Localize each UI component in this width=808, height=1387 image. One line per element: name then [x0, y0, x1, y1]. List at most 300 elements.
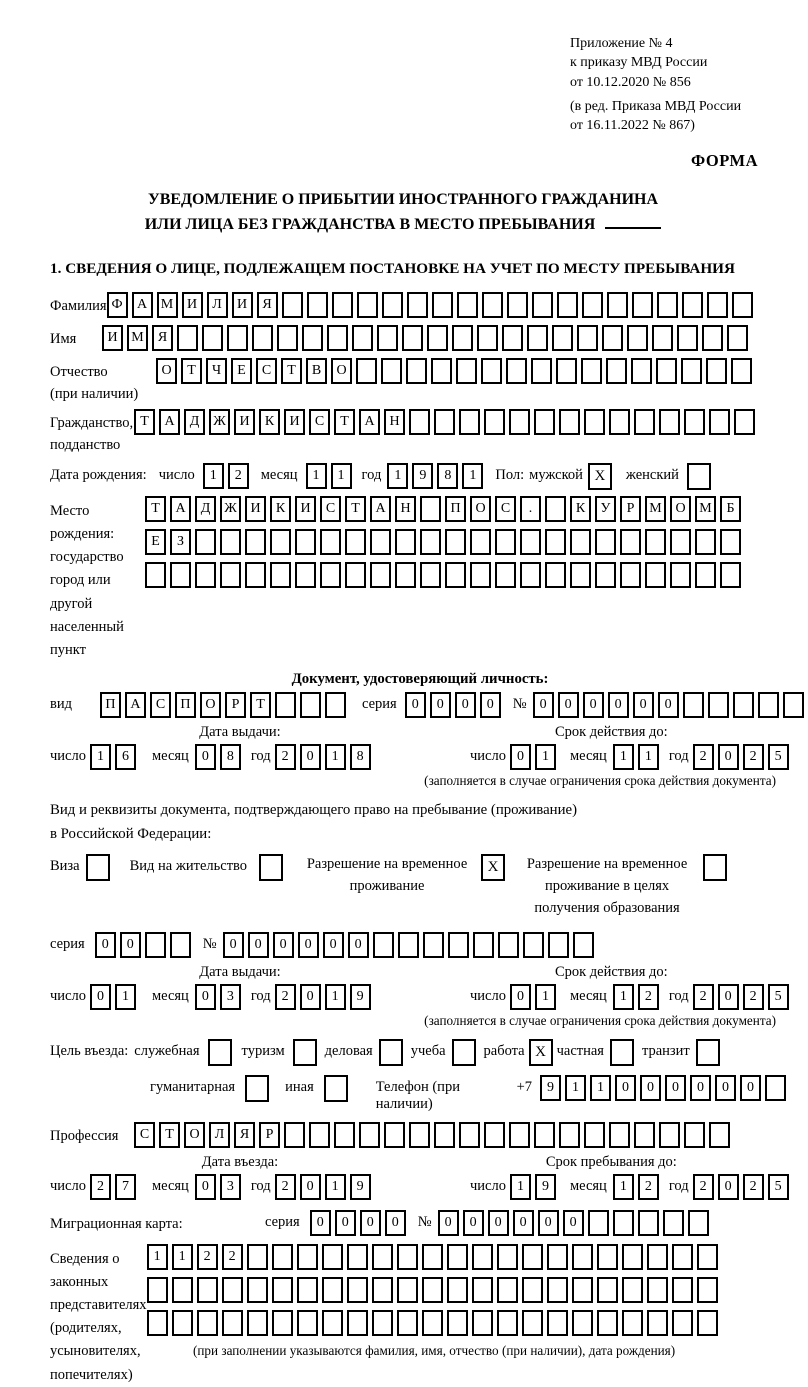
char-cell[interactable]: И — [295, 496, 316, 522]
char-cell[interactable]: И — [245, 496, 266, 522]
char-cell[interactable] — [683, 692, 704, 718]
char-cell[interactable] — [334, 1122, 355, 1148]
char-cell[interactable]: И — [232, 292, 253, 318]
char-cell[interactable] — [709, 1122, 730, 1148]
char-cell[interactable] — [622, 1310, 643, 1336]
char-cell[interactable] — [609, 409, 630, 435]
char-cell[interactable]: 0 — [223, 932, 244, 958]
char-cell[interactable]: 2 — [743, 984, 764, 1010]
char-cell[interactable] — [320, 562, 341, 588]
char-cell[interactable] — [409, 1122, 430, 1148]
char-cell[interactable]: 9 — [540, 1075, 561, 1101]
char-cell[interactable] — [422, 1310, 443, 1336]
char-cell[interactable]: О — [156, 358, 177, 384]
char-cell[interactable]: 1 — [325, 744, 346, 770]
char-cell[interactable]: К — [259, 409, 280, 435]
char-cell[interactable]: С — [134, 1122, 155, 1148]
char-cell[interactable] — [670, 529, 691, 555]
char-cell[interactable] — [406, 358, 427, 384]
char-cell[interactable] — [484, 409, 505, 435]
char-cell[interactable]: Н — [395, 496, 416, 522]
char-cell[interactable]: 2 — [197, 1244, 218, 1270]
char-cell[interactable] — [472, 1310, 493, 1336]
char-cell[interactable] — [422, 1277, 443, 1303]
char-cell[interactable]: Т — [134, 409, 155, 435]
char-cell[interactable] — [327, 325, 348, 351]
char-cell[interactable] — [472, 1277, 493, 1303]
char-cell[interactable]: Д — [195, 496, 216, 522]
char-cell[interactable] — [322, 1244, 343, 1270]
char-cell[interactable]: С — [150, 692, 171, 718]
char-cell[interactable]: 8 — [437, 463, 458, 489]
char-cell[interactable]: 0 — [615, 1075, 636, 1101]
char-cell[interactable] — [708, 692, 729, 718]
char-cell[interactable]: 9 — [350, 984, 371, 1010]
char-cell[interactable] — [498, 932, 519, 958]
char-cell[interactable] — [652, 325, 673, 351]
char-cell[interactable] — [320, 529, 341, 555]
char-cell[interactable]: 8 — [350, 744, 371, 770]
char-cell[interactable] — [532, 292, 553, 318]
char-cell[interactable] — [559, 1122, 580, 1148]
char-cell[interactable] — [372, 1310, 393, 1336]
char-cell[interactable] — [570, 562, 591, 588]
char-cell[interactable]: О — [470, 496, 491, 522]
char-cell[interactable] — [382, 292, 403, 318]
char-cell[interactable]: Н — [384, 409, 405, 435]
char-cell[interactable] — [372, 1244, 393, 1270]
char-cell[interactable] — [300, 692, 321, 718]
char-cell[interactable]: 2 — [638, 1174, 659, 1200]
char-cell[interactable]: 2 — [693, 1174, 714, 1200]
char-cell[interactable] — [506, 358, 527, 384]
char-cell[interactable]: П — [175, 692, 196, 718]
char-cell[interactable] — [370, 529, 391, 555]
char-cell[interactable]: 1 — [613, 1174, 634, 1200]
char-cell[interactable] — [720, 562, 741, 588]
char-cell[interactable] — [556, 358, 577, 384]
char-cell[interactable]: 1 — [590, 1075, 611, 1101]
char-cell[interactable] — [758, 692, 779, 718]
char-cell[interactable] — [252, 325, 273, 351]
char-cell[interactable] — [381, 358, 402, 384]
char-cell[interactable]: 0 — [455, 692, 476, 718]
char-cell[interactable] — [322, 1277, 343, 1303]
char-cell[interactable] — [688, 1210, 709, 1236]
char-cell[interactable]: 1 — [90, 744, 111, 770]
char-cell[interactable] — [459, 409, 480, 435]
char-cell[interactable] — [734, 409, 755, 435]
char-cell[interactable] — [545, 529, 566, 555]
temp-residence-checkbox[interactable]: X — [481, 854, 505, 881]
char-cell[interactable]: И — [102, 325, 123, 351]
char-cell[interactable]: Я — [257, 292, 278, 318]
char-cell[interactable]: 1 — [535, 744, 556, 770]
char-cell[interactable] — [547, 1277, 568, 1303]
char-cell[interactable]: Р — [620, 496, 641, 522]
char-cell[interactable] — [457, 292, 478, 318]
char-cell[interactable]: А — [370, 496, 391, 522]
char-cell[interactable] — [220, 562, 241, 588]
char-cell[interactable] — [502, 325, 523, 351]
char-cell[interactable] — [765, 1075, 786, 1101]
char-cell[interactable] — [202, 325, 223, 351]
char-cell[interactable] — [420, 529, 441, 555]
char-cell[interactable]: 0 — [608, 692, 629, 718]
char-cell[interactable] — [397, 1310, 418, 1336]
char-cell[interactable] — [497, 1244, 518, 1270]
purpose-study-checkbox[interactable] — [452, 1039, 476, 1066]
char-cell[interactable]: 0 — [658, 692, 679, 718]
char-cell[interactable] — [145, 932, 166, 958]
char-cell[interactable] — [647, 1277, 668, 1303]
char-cell[interactable]: 6 — [115, 744, 136, 770]
char-cell[interactable] — [695, 529, 716, 555]
male-checkbox[interactable]: X — [588, 463, 612, 490]
char-cell[interactable]: О — [184, 1122, 205, 1148]
char-cell[interactable] — [332, 292, 353, 318]
char-cell[interactable] — [559, 409, 580, 435]
char-cell[interactable] — [570, 529, 591, 555]
char-cell[interactable]: Б — [720, 496, 741, 522]
purpose-business-checkbox[interactable] — [379, 1039, 403, 1066]
char-cell[interactable] — [227, 325, 248, 351]
char-cell[interactable] — [548, 932, 569, 958]
char-cell[interactable] — [297, 1244, 318, 1270]
char-cell[interactable]: 1 — [613, 984, 634, 1010]
char-cell[interactable] — [732, 292, 753, 318]
char-cell[interactable]: 2 — [743, 744, 764, 770]
char-cell[interactable]: Т — [334, 409, 355, 435]
char-cell[interactable]: М — [645, 496, 666, 522]
char-cell[interactable]: 1 — [115, 984, 136, 1010]
char-cell[interactable] — [547, 1310, 568, 1336]
char-cell[interactable] — [170, 562, 191, 588]
char-cell[interactable] — [220, 529, 241, 555]
char-cell[interactable] — [147, 1277, 168, 1303]
char-cell[interactable] — [684, 1122, 705, 1148]
char-cell[interactable] — [245, 529, 266, 555]
char-cell[interactable]: 5 — [768, 744, 789, 770]
char-cell[interactable]: 1 — [172, 1244, 193, 1270]
char-cell[interactable]: 0 — [558, 692, 579, 718]
char-cell[interactable] — [402, 325, 423, 351]
char-cell[interactable]: 0 — [633, 692, 654, 718]
char-cell[interactable] — [423, 932, 444, 958]
char-cell[interactable]: С — [320, 496, 341, 522]
char-cell[interactable] — [663, 1210, 684, 1236]
char-cell[interactable]: 0 — [120, 932, 141, 958]
char-cell[interactable] — [522, 1244, 543, 1270]
char-cell[interactable]: 1 — [203, 463, 224, 489]
char-cell[interactable] — [420, 562, 441, 588]
char-cell[interactable] — [325, 692, 346, 718]
char-cell[interactable]: С — [309, 409, 330, 435]
char-cell[interactable] — [470, 529, 491, 555]
char-cell[interactable]: М — [127, 325, 148, 351]
char-cell[interactable]: 1 — [331, 463, 352, 489]
char-cell[interactable]: . — [520, 496, 541, 522]
char-cell[interactable] — [370, 562, 391, 588]
char-cell[interactable] — [352, 325, 373, 351]
char-cell[interactable] — [672, 1277, 693, 1303]
char-cell[interactable] — [448, 932, 469, 958]
char-cell[interactable] — [607, 292, 628, 318]
char-cell[interactable]: 3 — [220, 984, 241, 1010]
char-cell[interactable]: 0 — [385, 1210, 406, 1236]
char-cell[interactable] — [684, 409, 705, 435]
char-cell[interactable]: Д — [184, 409, 205, 435]
char-cell[interactable]: 5 — [768, 1174, 789, 1200]
char-cell[interactable]: 7 — [115, 1174, 136, 1200]
char-cell[interactable]: 1 — [535, 984, 556, 1010]
char-cell[interactable] — [482, 292, 503, 318]
char-cell[interactable]: 2 — [275, 984, 296, 1010]
char-cell[interactable] — [620, 529, 641, 555]
char-cell[interactable] — [447, 1310, 468, 1336]
char-cell[interactable] — [431, 358, 452, 384]
char-cell[interactable] — [407, 292, 428, 318]
char-cell[interactable] — [197, 1310, 218, 1336]
char-cell[interactable]: 0 — [438, 1210, 459, 1236]
char-cell[interactable] — [557, 292, 578, 318]
char-cell[interactable] — [445, 529, 466, 555]
char-cell[interactable] — [523, 932, 544, 958]
char-cell[interactable] — [609, 1122, 630, 1148]
char-cell[interactable] — [277, 325, 298, 351]
char-cell[interactable] — [595, 562, 616, 588]
char-cell[interactable]: Р — [259, 1122, 280, 1148]
char-cell[interactable] — [397, 1244, 418, 1270]
char-cell[interactable] — [357, 292, 378, 318]
char-cell[interactable] — [670, 562, 691, 588]
char-cell[interactable] — [672, 1310, 693, 1336]
char-cell[interactable] — [270, 562, 291, 588]
char-cell[interactable] — [447, 1244, 468, 1270]
char-cell[interactable] — [552, 325, 573, 351]
purpose-private-checkbox[interactable] — [610, 1039, 634, 1066]
char-cell[interactable]: 0 — [430, 692, 451, 718]
char-cell[interactable]: 2 — [90, 1174, 111, 1200]
char-cell[interactable]: П — [445, 496, 466, 522]
char-cell[interactable] — [702, 325, 723, 351]
char-cell[interactable] — [282, 292, 303, 318]
char-cell[interactable]: 2 — [693, 744, 714, 770]
char-cell[interactable]: 2 — [275, 1174, 296, 1200]
char-cell[interactable]: 0 — [510, 744, 531, 770]
char-cell[interactable]: 8 — [220, 744, 241, 770]
char-cell[interactable] — [534, 409, 555, 435]
char-cell[interactable]: Е — [231, 358, 252, 384]
char-cell[interactable]: 0 — [480, 692, 501, 718]
char-cell[interactable]: 0 — [740, 1075, 761, 1101]
char-cell[interactable] — [347, 1244, 368, 1270]
char-cell[interactable]: И — [182, 292, 203, 318]
char-cell[interactable] — [195, 562, 216, 588]
char-cell[interactable] — [302, 325, 323, 351]
char-cell[interactable] — [459, 1122, 480, 1148]
char-cell[interactable]: 1 — [147, 1244, 168, 1270]
char-cell[interactable]: 1 — [306, 463, 327, 489]
char-cell[interactable]: А — [170, 496, 191, 522]
char-cell[interactable] — [638, 1210, 659, 1236]
char-cell[interactable] — [395, 562, 416, 588]
char-cell[interactable] — [634, 1122, 655, 1148]
char-cell[interactable]: 2 — [222, 1244, 243, 1270]
char-cell[interactable] — [634, 409, 655, 435]
char-cell[interactable] — [545, 562, 566, 588]
char-cell[interactable]: 0 — [640, 1075, 661, 1101]
char-cell[interactable] — [613, 1210, 634, 1236]
char-cell[interactable]: 0 — [360, 1210, 381, 1236]
char-cell[interactable] — [647, 1244, 668, 1270]
char-cell[interactable] — [602, 325, 623, 351]
char-cell[interactable]: И — [284, 409, 305, 435]
char-cell[interactable] — [307, 292, 328, 318]
char-cell[interactable]: 2 — [743, 1174, 764, 1200]
char-cell[interactable]: Я — [234, 1122, 255, 1148]
char-cell[interactable]: У — [595, 496, 616, 522]
char-cell[interactable] — [322, 1310, 343, 1336]
char-cell[interactable]: В — [306, 358, 327, 384]
char-cell[interactable]: Ж — [209, 409, 230, 435]
char-cell[interactable] — [456, 358, 477, 384]
char-cell[interactable] — [509, 1122, 530, 1148]
char-cell[interactable] — [659, 409, 680, 435]
char-cell[interactable] — [245, 562, 266, 588]
purpose-other-checkbox[interactable] — [324, 1075, 348, 1102]
char-cell[interactable] — [581, 358, 602, 384]
char-cell[interactable]: О — [670, 496, 691, 522]
char-cell[interactable] — [707, 292, 728, 318]
char-cell[interactable]: 2 — [275, 744, 296, 770]
char-cell[interactable] — [597, 1244, 618, 1270]
char-cell[interactable] — [520, 529, 541, 555]
char-cell[interactable]: О — [331, 358, 352, 384]
char-cell[interactable] — [495, 562, 516, 588]
char-cell[interactable] — [695, 562, 716, 588]
char-cell[interactable]: М — [695, 496, 716, 522]
char-cell[interactable]: 0 — [248, 932, 269, 958]
char-cell[interactable]: 0 — [95, 932, 116, 958]
char-cell[interactable]: 9 — [350, 1174, 371, 1200]
char-cell[interactable] — [177, 325, 198, 351]
char-cell[interactable]: Т — [159, 1122, 180, 1148]
char-cell[interactable] — [597, 1277, 618, 1303]
char-cell[interactable]: 1 — [638, 744, 659, 770]
char-cell[interactable] — [572, 1277, 593, 1303]
purpose-transit-checkbox[interactable] — [696, 1039, 720, 1066]
char-cell[interactable] — [409, 409, 430, 435]
char-cell[interactable]: Е — [145, 529, 166, 555]
char-cell[interactable] — [509, 409, 530, 435]
char-cell[interactable]: 1 — [387, 463, 408, 489]
char-cell[interactable] — [572, 1244, 593, 1270]
char-cell[interactable]: С — [256, 358, 277, 384]
char-cell[interactable]: 0 — [718, 984, 739, 1010]
char-cell[interactable]: 0 — [195, 1174, 216, 1200]
char-cell[interactable] — [659, 1122, 680, 1148]
char-cell[interactable] — [484, 1122, 505, 1148]
char-cell[interactable] — [572, 1310, 593, 1336]
char-cell[interactable] — [507, 292, 528, 318]
char-cell[interactable]: 2 — [228, 463, 249, 489]
char-cell[interactable] — [631, 358, 652, 384]
char-cell[interactable]: 0 — [310, 1210, 331, 1236]
char-cell[interactable]: А — [159, 409, 180, 435]
char-cell[interactable]: 1 — [462, 463, 483, 489]
char-cell[interactable] — [522, 1277, 543, 1303]
char-cell[interactable] — [377, 325, 398, 351]
char-cell[interactable] — [595, 529, 616, 555]
char-cell[interactable]: Л — [207, 292, 228, 318]
char-cell[interactable] — [682, 292, 703, 318]
char-cell[interactable] — [520, 562, 541, 588]
char-cell[interactable] — [522, 1310, 543, 1336]
char-cell[interactable] — [395, 529, 416, 555]
char-cell[interactable] — [434, 1122, 455, 1148]
char-cell[interactable] — [295, 562, 316, 588]
char-cell[interactable] — [783, 692, 804, 718]
char-cell[interactable] — [284, 1122, 305, 1148]
char-cell[interactable]: 0 — [298, 932, 319, 958]
char-cell[interactable] — [527, 325, 548, 351]
char-cell[interactable] — [645, 529, 666, 555]
char-cell[interactable] — [247, 1244, 268, 1270]
char-cell[interactable] — [727, 325, 748, 351]
female-checkbox[interactable] — [687, 463, 711, 490]
char-cell[interactable] — [620, 562, 641, 588]
char-cell[interactable] — [347, 1277, 368, 1303]
char-cell[interactable] — [309, 1122, 330, 1148]
char-cell[interactable] — [398, 932, 419, 958]
char-cell[interactable] — [359, 1122, 380, 1148]
char-cell[interactable] — [681, 358, 702, 384]
char-cell[interactable] — [645, 562, 666, 588]
residence-permit-checkbox[interactable] — [259, 854, 283, 881]
char-cell[interactable] — [434, 409, 455, 435]
char-cell[interactable] — [497, 1277, 518, 1303]
char-cell[interactable] — [247, 1277, 268, 1303]
char-cell[interactable] — [272, 1244, 293, 1270]
char-cell[interactable] — [733, 692, 754, 718]
char-cell[interactable] — [295, 529, 316, 555]
char-cell[interactable] — [297, 1310, 318, 1336]
char-cell[interactable] — [547, 1244, 568, 1270]
char-cell[interactable] — [534, 1122, 555, 1148]
char-cell[interactable] — [677, 325, 698, 351]
char-cell[interactable]: Т — [250, 692, 271, 718]
char-cell[interactable]: 0 — [300, 1174, 321, 1200]
char-cell[interactable]: 1 — [565, 1075, 586, 1101]
char-cell[interactable]: 0 — [195, 984, 216, 1010]
char-cell[interactable] — [222, 1277, 243, 1303]
visa-checkbox[interactable] — [86, 854, 110, 881]
char-cell[interactable]: 3 — [220, 1174, 241, 1200]
char-cell[interactable]: 0 — [488, 1210, 509, 1236]
char-cell[interactable] — [697, 1244, 718, 1270]
char-cell[interactable] — [347, 1310, 368, 1336]
char-cell[interactable] — [495, 529, 516, 555]
char-cell[interactable] — [172, 1310, 193, 1336]
char-cell[interactable]: 0 — [335, 1210, 356, 1236]
char-cell[interactable]: 2 — [638, 984, 659, 1010]
char-cell[interactable] — [632, 292, 653, 318]
char-cell[interactable] — [420, 496, 441, 522]
char-cell[interactable] — [573, 932, 594, 958]
char-cell[interactable] — [356, 358, 377, 384]
char-cell[interactable]: Т — [281, 358, 302, 384]
